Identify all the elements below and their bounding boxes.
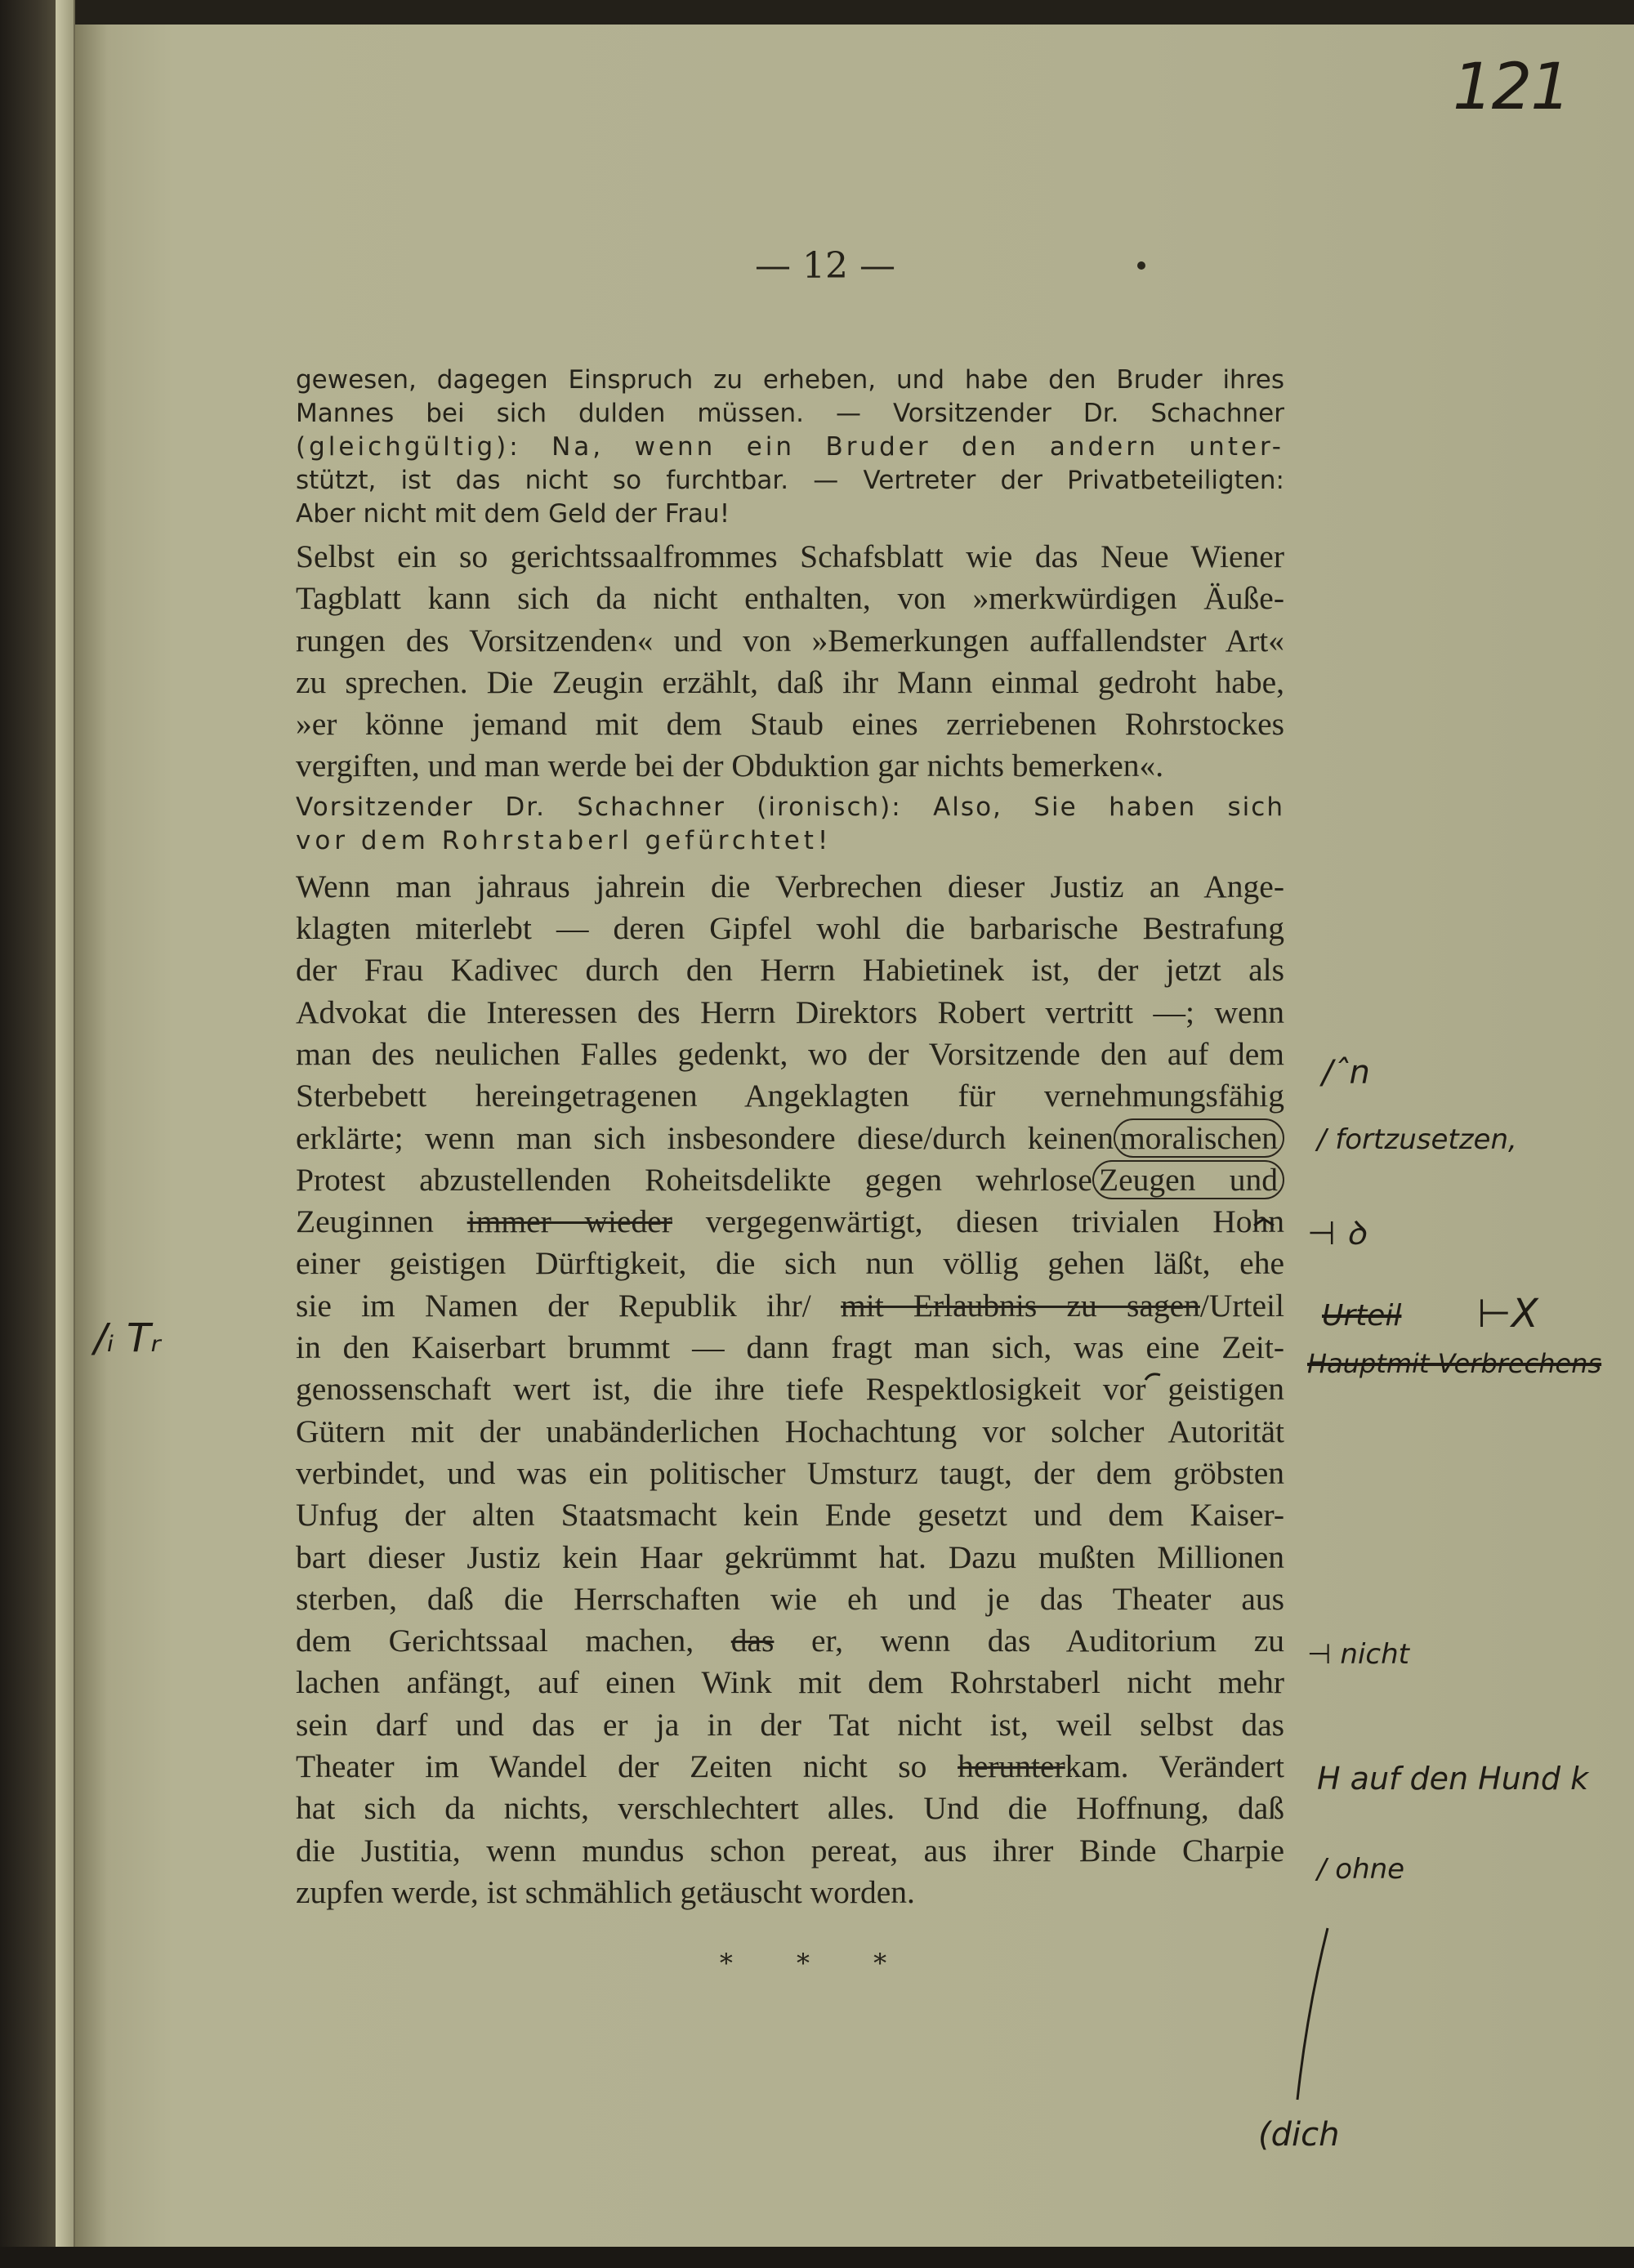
margin-note-struck: Urteil	[1322, 1299, 1402, 1333]
struck-text: herunter	[958, 1748, 1065, 1785]
text-line: in den Kaiserbart brummt — dann fragt man sich, was eine Zeit-	[296, 1329, 1284, 1366]
text-segment: Theater im Wandel der Zeiten nicht so	[296, 1748, 927, 1785]
text-line: genossenschaft wert ist, die ihre tiefe Respektlosigkeit vor geistigen	[296, 1371, 1284, 1408]
text-line: der Frau Kadivec durch den Herrn Habietinek ist, der jetzt als	[296, 952, 1284, 989]
struck-text: mit Erlaubnis zu sagen	[841, 1287, 1200, 1324]
text-line: einer geistigen Dürftigkeit, die sich nun völlig gehen läßt, ehe	[296, 1245, 1284, 1282]
text-line: bart dieser Justiz kein Haar gekrümmt hat. Dazu mußten Millionen	[296, 1538, 1284, 1575]
margin-note: / ohne	[1317, 1853, 1405, 1886]
text-line: Vorsitzender Dr. Schachner (ironisch): Also, Sie haben sich	[296, 792, 1284, 822]
text-segment: dem Gerichtssaal machen,	[296, 1623, 694, 1659]
text-line: sein darf und das er ja in der Tat nicht ist, weil selbst das	[296, 1706, 1284, 1743]
text-line: Aber nicht mit dem Geld der Frau!	[296, 499, 730, 529]
text-segment: sie im Namen der Republik ihr/	[296, 1287, 811, 1324]
margin-note-struck: Hauptmit Verbrechens	[1307, 1348, 1602, 1379]
pen-stroke	[1145, 1374, 1160, 1380]
text-segment: vergegenwärtigt, diesen trivialen Hohn	[705, 1203, 1284, 1240]
section-divider: * * *	[719, 1948, 915, 1979]
text-line: klagten miterlebt — deren Gipfel wohl die barbarische Bestrafung	[296, 910, 1284, 947]
page-number: — 12 —	[755, 245, 895, 287]
text-line: Tagblatt kann sich da nicht enthalten, von »merkwürdigen Äuße-	[296, 580, 1284, 617]
text-line: (gleichgültig): Na, wenn ein Bruder den andern unter-	[296, 432, 1284, 462]
text-line: man des neulichen Falles gedenkt, wo der Vorsitzende den auf dem	[296, 1035, 1284, 1072]
struck-text: immer wieder	[467, 1203, 672, 1240]
margin-note: ⊢X	[1477, 1291, 1538, 1337]
text-line: lachen anfängt, auf einen Wink mit dem Rohrstaberl nicht mehr	[296, 1664, 1284, 1701]
margin-note: H auf den Hund k	[1317, 1761, 1589, 1797]
text-line: Wenn man jahraus jahrein die Verbrechen dieser Justiz an Ange-	[296, 868, 1284, 904]
text-segment: /Urteil	[1199, 1287, 1284, 1324]
circled-word: Zeugen und	[1092, 1160, 1284, 1199]
text-line: Selbst ein so gerichtssaalfrommes Schafsblatt wie das Neue Wiener	[296, 538, 1284, 574]
text-line: hat sich da nichts, verschlechtert alles. Und die Hoffnung, daß	[296, 1790, 1284, 1827]
text-line: zupfen werde, ist schmählich getäuscht worden.	[296, 1873, 915, 1910]
margin-note: / fortzusetzen,	[1317, 1123, 1517, 1156]
text-line: Unfug der alten Staatsmacht kein Ende gesetzt und dem Kaiser-	[296, 1497, 1284, 1534]
text-segment: erklärte; wenn man sich insbesondere diese/durch keinen	[296, 1119, 1114, 1156]
margin-note: ⊣ ꝺ	[1307, 1215, 1366, 1252]
margin-note: /ᵢ Tᵣ	[94, 1315, 161, 1361]
margin-note: ⊣ nicht	[1307, 1638, 1409, 1671]
text-line: »er könne jemand mit dem Staub eines zerriebenen Rohrstockes	[296, 706, 1284, 743]
text-line: Sterbebett hereingetragenen Angeklagten für vernehmungsfähig	[296, 1078, 1284, 1114]
text-line: verbindet, und was ein politischer Umsturz taugt, der dem gröbsten	[296, 1454, 1284, 1491]
struck-text: das	[730, 1623, 775, 1659]
text-line: Gütern mit der unabänderlichen Hochachtung vor solcher Autorität	[296, 1413, 1284, 1449]
text-line: rungen des Vorsitzenden« und von »Bemerkungen auffallendster Art«	[296, 622, 1284, 659]
text-segment: Protest abzustellenden Roheitsdelikte gegen wehrlose	[296, 1161, 1092, 1198]
margin-note: /ˆn	[1322, 1054, 1370, 1092]
text-segment: kam. Verändert	[1065, 1748, 1284, 1785]
text-segment: er, wenn das Auditorium zu	[811, 1623, 1285, 1659]
text-line: Advokat die Interessen des Herrn Direktors Robert vertritt —; wenn	[296, 993, 1284, 1030]
text-line: zu sprechen. Die Zeugin erzählt, daß ihr Mann einmal gedroht habe,	[296, 663, 1284, 700]
text-line: stützt, ist das nicht so furchtbar. — Vertreter der Privatbeteiligten:	[296, 466, 1284, 495]
pen-stroke	[1297, 1928, 1328, 2100]
text-line: sterben, daß die Herrschaften wie eh und je das Theater aus	[296, 1580, 1284, 1617]
text-line: die Justitia, wenn mundus schon pereat, aus ihrer Binde Charpie	[296, 1832, 1284, 1868]
pen-stroke	[1254, 1219, 1274, 1226]
text-line: vor dem Rohrstaberl gefürchtet!	[296, 825, 833, 855]
text-line: Mannes bei sich dulden müssen. — Vorsitzender Dr. Schachner	[296, 399, 1284, 428]
folio-number: 121	[1453, 51, 1569, 124]
text-segment: Zeuginnen	[296, 1203, 434, 1240]
text-line: vergiften, und man werde bei der Obduktion gar nichts bemerken«.	[296, 748, 1164, 784]
margin-note: (dich	[1258, 2116, 1340, 2154]
circled-word: moralischen	[1114, 1118, 1284, 1158]
text-line: gewesen, dagegen Einspruch zu erheben, und habe den Bruder ihres	[296, 365, 1284, 395]
